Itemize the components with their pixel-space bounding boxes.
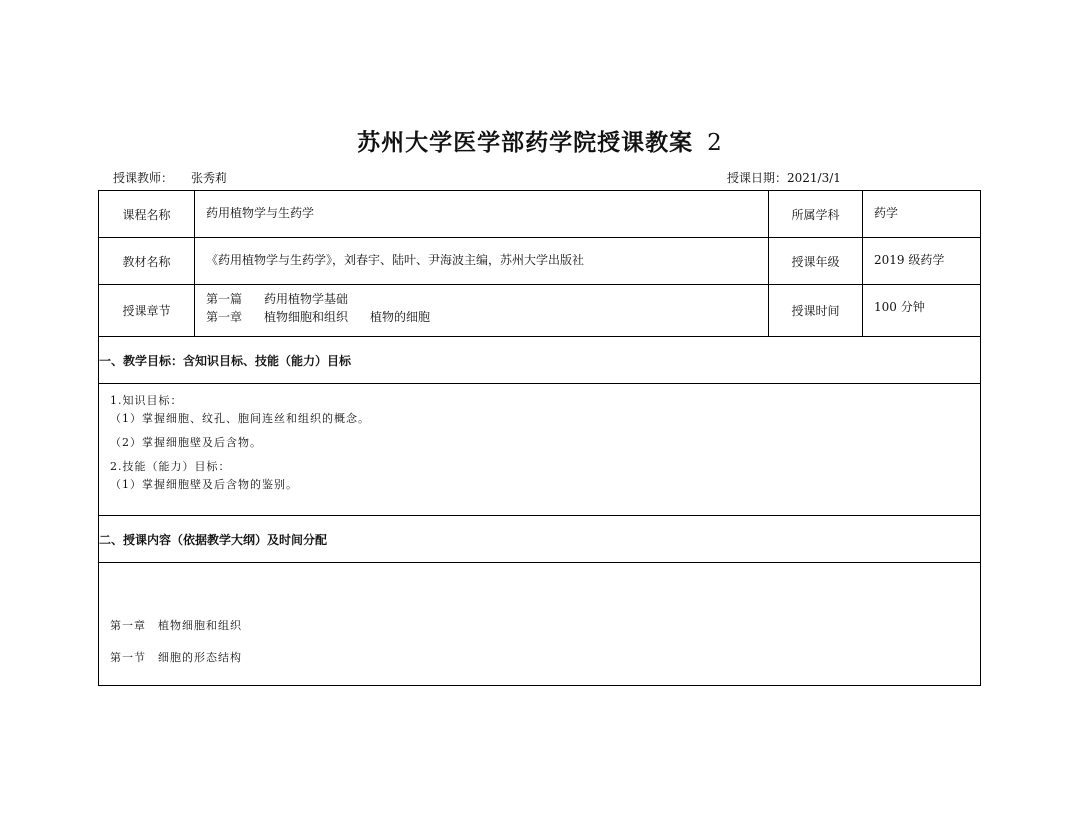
subject-value: 药学 [874,206,899,220]
section2-heading-row [99,516,981,563]
lesson-date: 授课日期：2021/3/1 [727,171,841,185]
teaching-objectives [99,384,980,494]
time-value: 100 分钟 [874,300,925,314]
section-title: 植物的细胞 [370,310,431,324]
chapter-title: 植物细胞和组织 [264,310,349,324]
content-line-1: 第一章 植物细胞和组织 [110,619,242,632]
course-row [99,191,981,238]
chapter-number: 第一章 [206,310,243,324]
skill-title: 2.技能（能力）目标： [110,460,231,473]
textbook-value: 《药用植物学与生药学》，刘春宇、陆叶、尹海波主编，苏州大学出版社 [206,253,585,267]
section2-body-row [99,563,981,686]
teacher-name: 张秀莉 [191,171,228,185]
chapter-value [195,285,768,326]
textbook-row [99,238,981,285]
teaching-content-heading: 二、授课内容（依据教学大纲）及时间分配 [99,516,981,563]
section1-body-row [99,384,981,516]
lesson-plan-table [98,190,981,686]
part-title: 药用植物学基础 [264,292,349,306]
knowledge-item-2: （2）掌握细胞壁及后含物。 [110,436,262,449]
teacher-label: 授课教师： [113,171,174,185]
course-value: 药用植物学与生药学 [206,206,315,220]
part-number: 第一篇 [206,292,243,306]
time-label: 授课时间 [769,285,863,337]
teacher-line [113,169,227,186]
subject-label: 所属学科 [769,191,863,238]
chapter-line-1 [206,290,768,308]
document-title [0,124,1080,157]
chapter-row [99,285,981,337]
grade-value: 2019 级药学 [874,253,945,267]
knowledge-title: 1.知识目标： [110,394,183,407]
skill-item-1: （1）掌握细胞壁及后含物的鉴别。 [110,478,298,491]
chapter-label: 授课章节 [99,285,195,337]
section1-heading-row [99,337,981,384]
content-line-2: 第一节 细胞的形态结构 [110,651,242,664]
textbook-label: 教材名称 [99,238,195,285]
knowledge-item-1: （1）掌握细胞、纹孔、胞间连丝和组织的概念。 [110,412,370,425]
grade-label: 授课年级 [769,238,863,285]
teaching-objectives-heading: 一、教学目标：含知识目标、技能（能力）目标 [99,337,981,384]
teaching-content [99,563,980,681]
course-label: 课程名称 [99,191,195,238]
title-number: 2 [707,130,723,156]
chapter-line-2 [206,308,768,326]
title-text: 苏州大学医学部药学院授课教案 [357,129,694,156]
